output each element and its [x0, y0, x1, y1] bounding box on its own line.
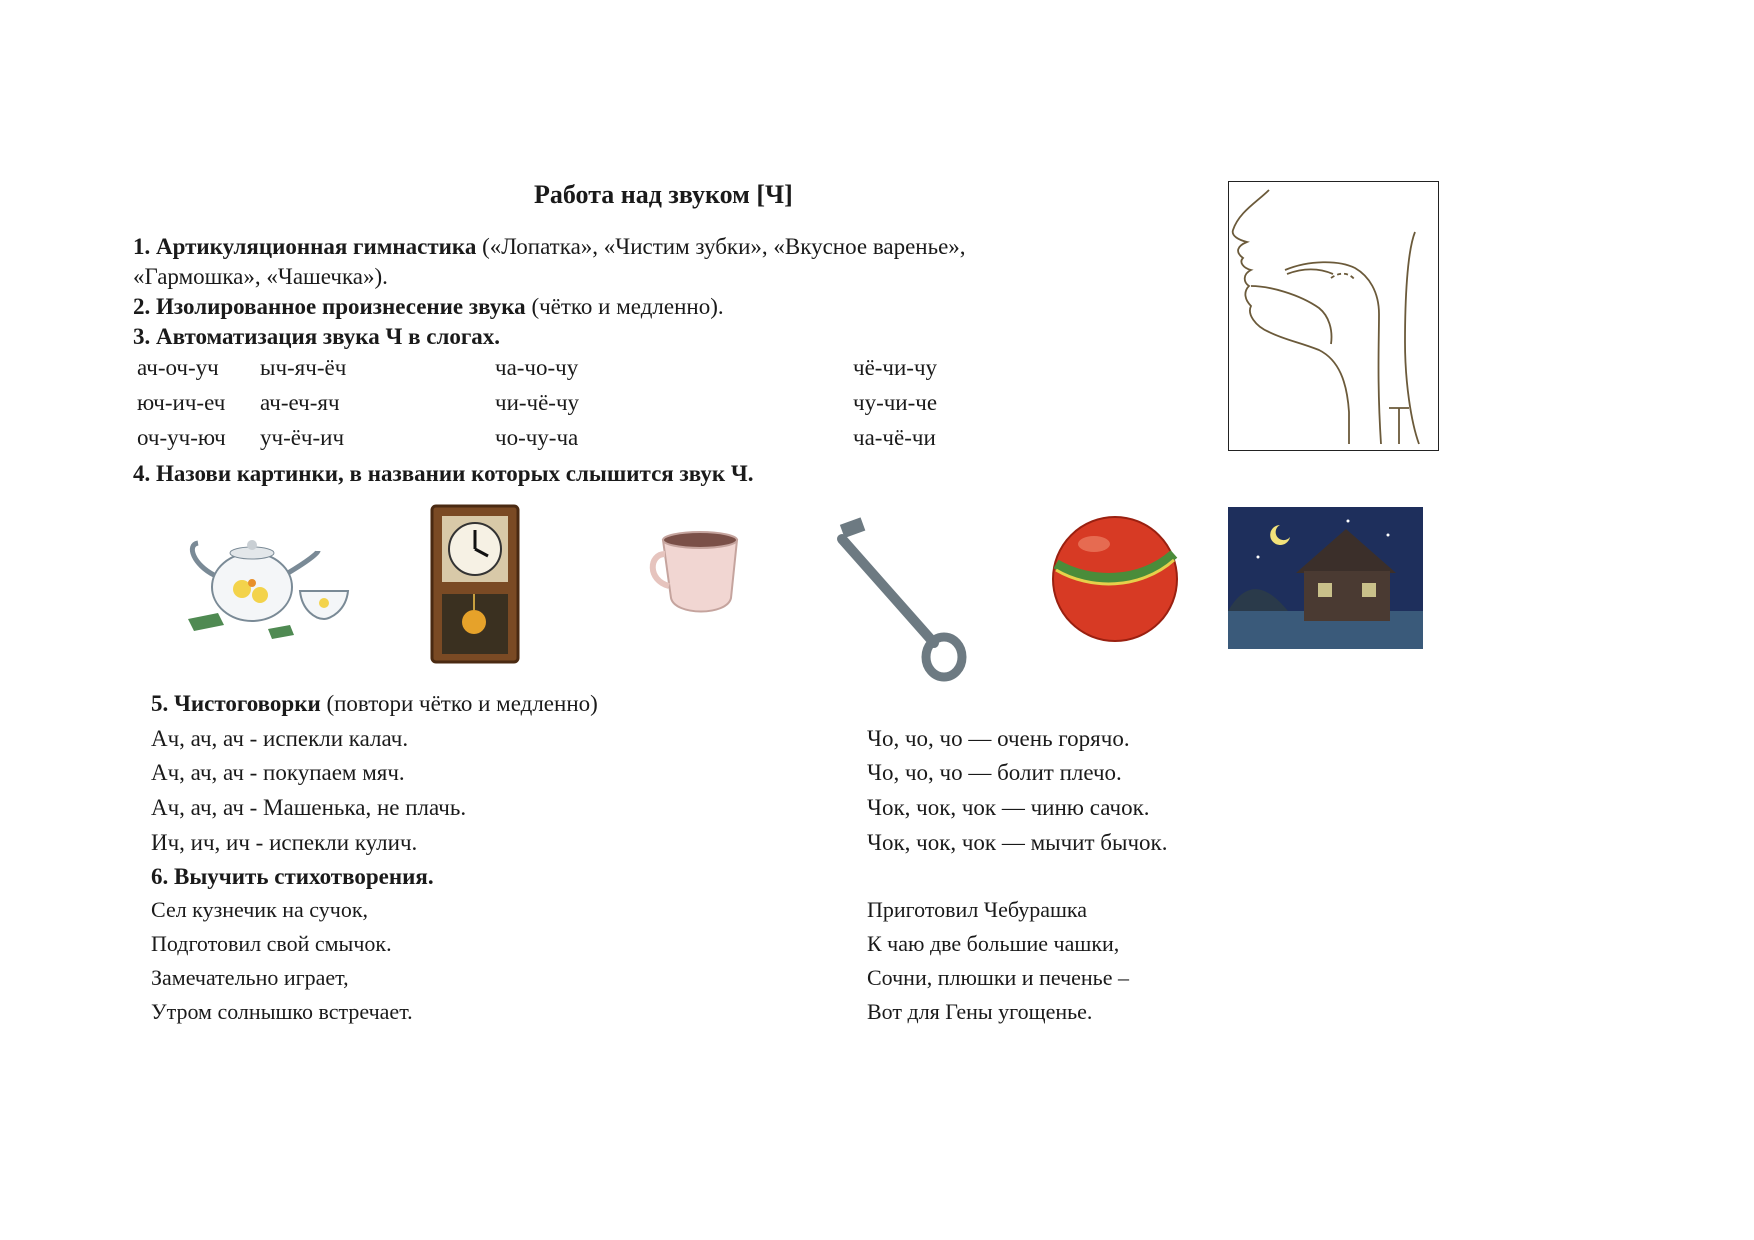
- poem-left-line: Сел кузнечик на сучок,: [151, 897, 369, 922]
- syllable-cell: оч-уч-юч: [137, 425, 226, 450]
- section-2-text: (чётко и медленно).: [525, 294, 724, 319]
- syllable-cell: ча-чё-чи: [853, 425, 936, 450]
- cup-icon: [645, 528, 755, 628]
- section-2-line: [133, 292, 724, 322]
- tongue-twister-right: Чо, чо, чо — очень горячо.: [867, 726, 1130, 751]
- poem-left-line: Замечательно играет,: [151, 965, 349, 990]
- syllable-cell: ыч-яч-ёч: [260, 355, 347, 380]
- syllable-cell: ач-оч-уч: [137, 355, 219, 380]
- tongue-twister-left: Ич, ич, ич - испекли кулич.: [151, 830, 418, 855]
- poem-left-line: Подготовил свой смычок.: [151, 931, 392, 956]
- page-title: Работа над звуком [Ч]: [534, 180, 793, 209]
- night-house-icon: [1228, 507, 1423, 649]
- syllable-cell: чи-чё-чу: [495, 390, 580, 415]
- clock-icon: [428, 502, 523, 667]
- section-1-line-2: «Гармошка», «Чашечка»).: [133, 264, 388, 289]
- tongue-twister-left: Ач, ач, ач - Машенька, не плачь.: [151, 795, 467, 820]
- tongue-twister-left: Ач, ач, ач - покупаем мяч.: [151, 760, 405, 785]
- section-6-heading: 6. Выучить стихотворения.: [151, 864, 434, 889]
- syllable-cell: юч-ич-еч: [137, 390, 226, 415]
- articulation-diagram: [1228, 181, 1439, 451]
- syllable-cell: ач-еч-яч: [260, 390, 340, 415]
- syllable-cell: чё-чи-чу: [853, 355, 938, 380]
- section-5-heading: 5. Чистоговорки: [151, 691, 321, 716]
- section-2-heading: 2. Изолированное произнесение звука: [133, 294, 526, 319]
- poem-right-line: К чаю две большие чашки,: [867, 931, 1120, 956]
- syllable-cell: ча-чо-чу: [495, 355, 579, 380]
- syllable-cell: чо-чу-ча: [495, 425, 579, 450]
- poem-right-line: Вот для Гены угощенье.: [867, 999, 1093, 1024]
- section-5-text: (повтори чётко и медленно): [320, 691, 598, 716]
- tongue-twister-right: Чок, чок, чок — мычит бычок.: [867, 830, 1168, 855]
- poem-right-line: Приготовил Чебурашка: [867, 897, 1088, 922]
- poem-left-line: Утром солнышко встречает.: [151, 999, 413, 1024]
- ball-icon: [1050, 514, 1180, 644]
- section-3-heading: 3. Автоматизация звука Ч в слогах.: [133, 324, 501, 349]
- key-icon: [822, 515, 972, 685]
- poem-right-line: Сочни, плюшки и печенье –: [867, 965, 1129, 990]
- tongue-twister-right: Чо, чо, чо — болит плечо.: [867, 760, 1122, 785]
- tongue-twister-left: Ач, ач, ач - испекли калач.: [151, 726, 409, 751]
- syllable-cell: чу-чи-че: [853, 390, 938, 415]
- section-4-heading: 4. Назови картинки, в названии которых слышится звук Ч.: [133, 461, 754, 486]
- syllable-cell: уч-ёч-ич: [260, 425, 345, 450]
- section-5-line: [151, 689, 598, 719]
- mouth-profile-icon: [1229, 182, 1437, 449]
- section-1-text: («Лопатка», «Чистим зубки», «Вкусное варенье»,: [476, 234, 966, 259]
- section-1-heading: 1. Артикуляционная гимнастика: [133, 234, 477, 259]
- section-1-line-1: [133, 232, 966, 262]
- teapot-icon: [180, 515, 370, 645]
- tongue-twister-right: Чок, чок, чок — чиню сачок.: [867, 795, 1150, 820]
